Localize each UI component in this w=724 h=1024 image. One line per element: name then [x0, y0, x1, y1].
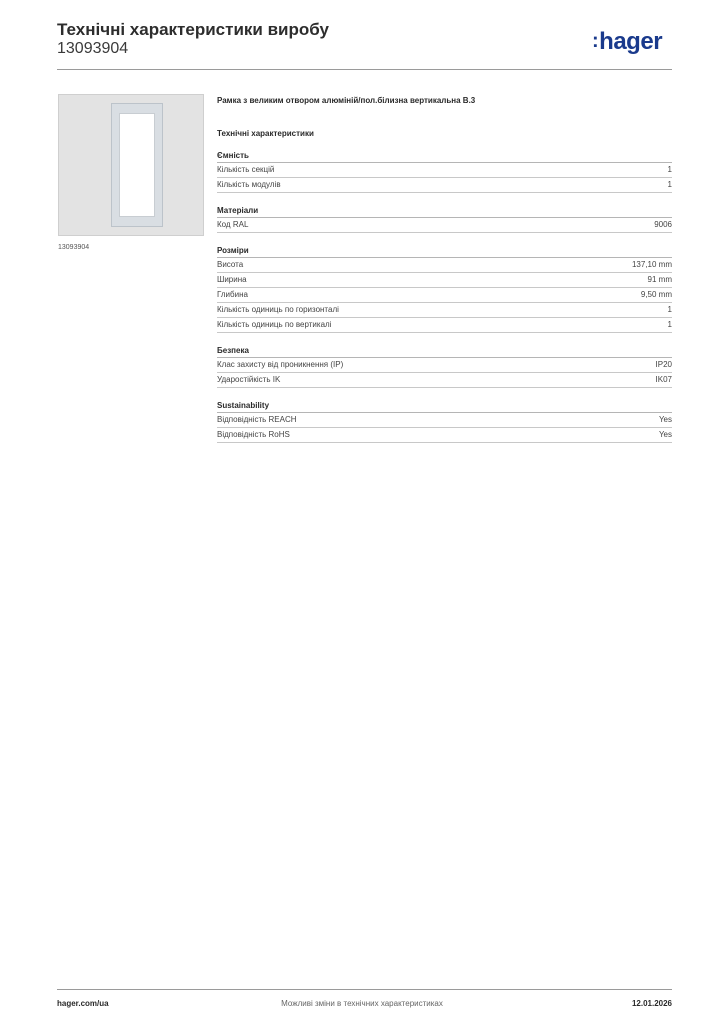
product-name: Рамка з великим отвором алюміній/пол.білизна вертикальна В.3 — [217, 96, 476, 105]
frame-outer — [111, 103, 163, 227]
spec-label: Клас захисту від проникнення (IP) — [217, 360, 344, 369]
spec-section — [217, 151, 672, 193]
spec-label: Висота — [217, 260, 244, 269]
spec-label: Глибина — [217, 290, 248, 299]
spec-label: Ударостійкість IK — [217, 375, 281, 384]
spec-row — [217, 413, 672, 428]
spec-label: Код RAL — [217, 220, 249, 229]
spec-row — [217, 218, 672, 233]
spec-value: 1 — [667, 320, 672, 329]
spec-row — [217, 373, 672, 388]
logo-text: hager — [599, 28, 663, 55]
spec-label: Кількість модулів — [217, 180, 281, 189]
section-title: Ємність — [217, 151, 672, 163]
product-image — [58, 94, 204, 236]
footer-notice: Можливі зміни в технічних характеристиках — [281, 999, 443, 1008]
logo-prefix: : — [592, 30, 599, 52]
spec-value: 1 — [667, 305, 672, 314]
frame-opening — [119, 113, 155, 217]
spec-row — [217, 303, 672, 318]
spec-row — [217, 428, 672, 443]
spec-section — [217, 346, 672, 388]
spec-value: 9,50 mm — [640, 290, 672, 299]
spec-value: Yes — [658, 430, 672, 439]
section-title: Матеріали — [217, 206, 672, 218]
spec-value: 137,10 mm — [631, 260, 672, 269]
spec-row — [217, 318, 672, 333]
spec-value: 91 mm — [647, 275, 672, 284]
spec-label: Ширина — [217, 275, 247, 284]
spec-row — [217, 273, 672, 288]
article-number: 13093904 — [57, 40, 129, 57]
spec-value: 1 — [667, 180, 672, 189]
spec-sections — [217, 151, 672, 443]
spec-label: Відповідність RoHS — [217, 430, 290, 439]
product-image-caption: 13093904 — [58, 244, 90, 251]
spec-heading: Технічні характеристики — [217, 129, 314, 138]
spec-section — [217, 401, 672, 443]
spec-row — [217, 358, 672, 373]
spec-row — [217, 178, 672, 193]
hager-logo — [592, 28, 662, 56]
spec-row — [217, 258, 672, 273]
page-title: Технічні характеристики виробу — [57, 20, 329, 39]
spec-label: Кількість секцій — [217, 165, 275, 174]
spec-label: Кількість одиниць по вертикалі — [217, 320, 332, 329]
section-title: Sustainability — [217, 401, 672, 413]
header-divider — [57, 69, 672, 70]
footer-website: hager.com/ua — [57, 999, 109, 1008]
spec-content — [217, 96, 672, 443]
footer-date: 12.01.2026 — [631, 999, 672, 1008]
spec-label: Кількість одиниць по горизонталі — [217, 305, 339, 314]
section-title: Безпека — [217, 346, 672, 358]
section-title: Розміри — [217, 246, 672, 258]
spec-value: IP20 — [655, 360, 672, 369]
footer-divider — [57, 989, 672, 990]
spec-label: Відповідність REACH — [217, 415, 297, 424]
spec-value: IK07 — [655, 375, 672, 384]
spec-row — [217, 288, 672, 303]
spec-value: Yes — [658, 415, 672, 424]
spec-row — [217, 163, 672, 178]
spec-value: 9006 — [654, 220, 672, 229]
spec-value: 1 — [667, 165, 672, 174]
spec-section — [217, 206, 672, 233]
spec-section — [217, 246, 672, 333]
